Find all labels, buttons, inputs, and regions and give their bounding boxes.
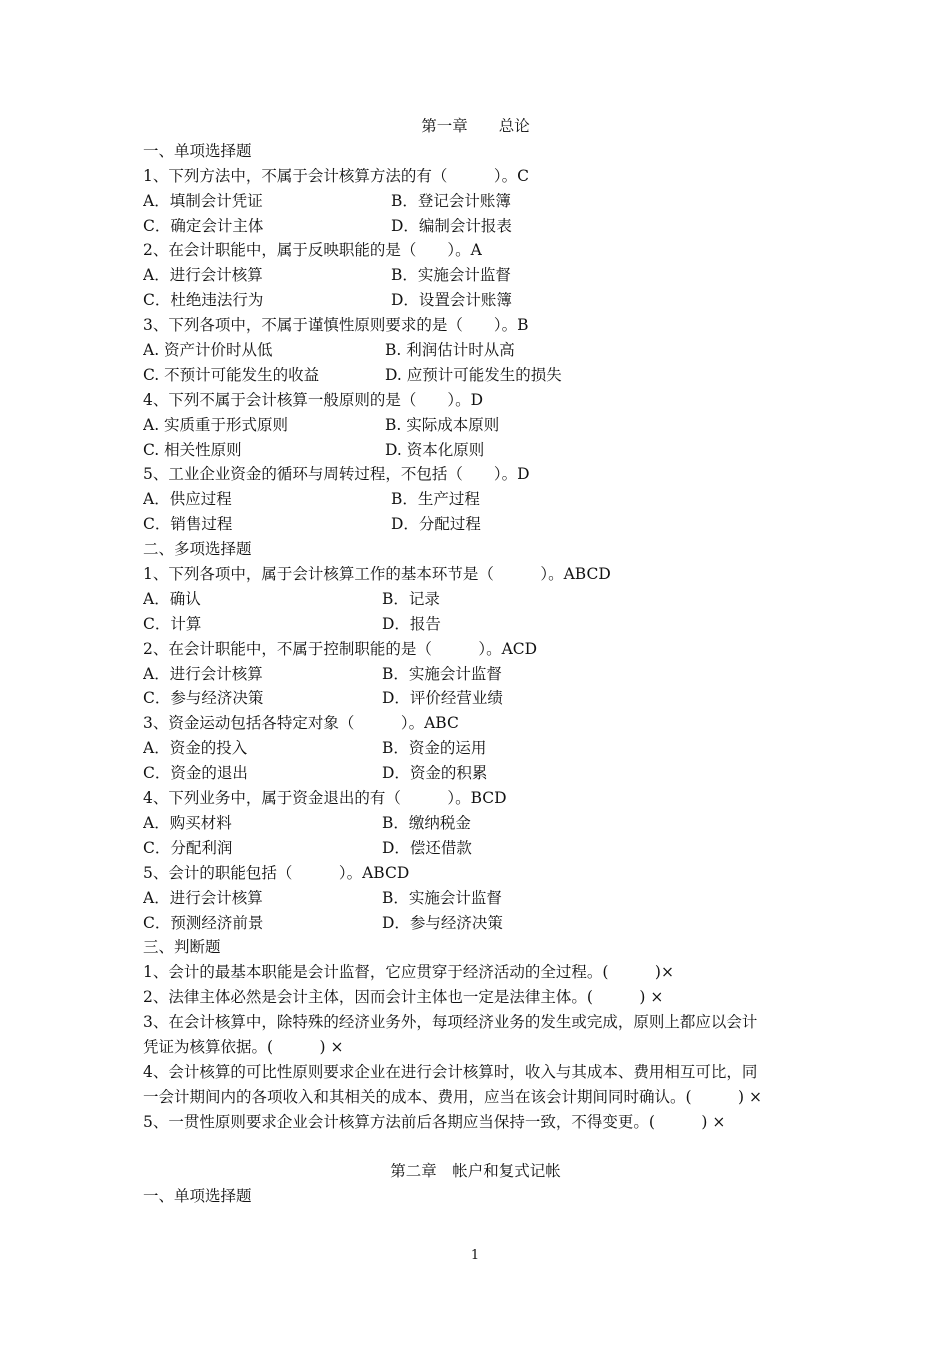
- option: C．分配利润: [143, 838, 233, 857]
- option: D. 应预计可能发生的损失: [385, 365, 562, 384]
- section-single-choice-heading: 一、单项选择题: [143, 141, 252, 160]
- question: 4、下列业务中，属于资金退出的有（ ）。BCD: [143, 789, 507, 808]
- options-row: [143, 886, 808, 911]
- question: 3、下列各项中，不属于谨慎性原则要求的是（ ）。B: [143, 316, 529, 335]
- options-row: [143, 512, 808, 537]
- statement: 3、在会计核算中，除特殊的经济业务外，每项经济业务的发生或完成，原则上都应以会计: [143, 1013, 758, 1032]
- spacer: [143, 1135, 808, 1160]
- option: A．购买材料: [143, 813, 232, 832]
- chapter-2-section-heading: 一、单项选择题: [143, 1187, 252, 1206]
- option: A．确认: [143, 589, 201, 608]
- options-row: [143, 761, 808, 786]
- options-row: [143, 413, 808, 438]
- option: A．填制会计凭证: [143, 191, 263, 210]
- options-row: [143, 189, 808, 214]
- question: 2、在会计职能中，不属于控制职能的是（ ）。ACD: [143, 639, 538, 658]
- option: D．分配过程: [391, 515, 481, 534]
- options-row: [143, 438, 808, 463]
- page-number: 1: [470, 1248, 480, 1263]
- option: B．资金的运用: [382, 739, 487, 758]
- option: C．杜绝违法行为: [143, 291, 264, 310]
- option: C. 不预计可能发生的收益: [143, 365, 320, 384]
- option: B．实施会计监督: [391, 266, 511, 285]
- question: 5、工业企业资金的循环与周转过程，不包括（ ）。D: [143, 465, 530, 484]
- options-row: [143, 487, 808, 512]
- statement: 4、会计核算的可比性原则要求企业在进行会计核算时，收入与其成本、费用相互可比，同: [143, 1062, 758, 1081]
- option: B．记录: [382, 589, 440, 608]
- question: 5、会计的职能包括（ ）。ABCD: [143, 863, 410, 882]
- options-row: [143, 811, 808, 836]
- option: C．销售过程: [143, 515, 233, 534]
- option: C．资金的退出: [143, 764, 248, 783]
- option: D．资金的积累: [382, 764, 488, 783]
- option: D. 资本化原则: [385, 440, 485, 459]
- option: A．进行会计核算: [143, 664, 263, 683]
- option: C．计算: [143, 614, 202, 633]
- option: B. 实际成本原则: [385, 415, 500, 434]
- statement-continued: 一会计期间内的各项收入和其相关的成本、费用，应当在该会计期间同时确认。( ) ×: [143, 1087, 763, 1106]
- options-row: [143, 214, 808, 239]
- options-row: [143, 662, 808, 687]
- statement: 1、会计的最基本职能是会计监督，它应贯穿于经济活动的全过程。( )×: [143, 963, 674, 982]
- options-row: [143, 911, 808, 936]
- option: A. 资产计价时从低: [143, 341, 273, 360]
- option: B．登记会计账簿: [391, 191, 511, 210]
- option: B. 利润估计时从高: [385, 341, 515, 360]
- options-row: [143, 587, 808, 612]
- chapter-2-title: 第二章 帐户和复式记帐: [390, 1162, 561, 1181]
- option: D．参与经济决策: [382, 913, 503, 932]
- page-content: [143, 114, 808, 1209]
- question: 3、资金运动包括各特定对象（ ）。ABC: [143, 714, 459, 733]
- options-row: [143, 836, 808, 861]
- option: B．实施会计监督: [382, 888, 502, 907]
- question: 2、在会计职能中，属于反映职能的是（ ）。A: [143, 241, 482, 260]
- options-row: [143, 686, 808, 711]
- option: A．进行会计核算: [143, 888, 263, 907]
- option: B．实施会计监督: [382, 664, 502, 683]
- option: D．偿还借款: [382, 838, 472, 857]
- option: A．进行会计核算: [143, 266, 263, 285]
- option: D．报告: [382, 614, 441, 633]
- statement: 5、一贯性原则要求企业会计核算方法前后各期应当保持一致，不得变更。( ) ×: [143, 1112, 726, 1131]
- option: C. 相关性原则: [143, 440, 242, 459]
- option: D．设置会计账簿: [391, 291, 512, 310]
- option: A. 实质重于形式原则: [143, 415, 289, 434]
- section-true-false-heading: 三、判断题: [143, 938, 221, 957]
- option: C．预测经济前景: [143, 913, 264, 932]
- section-multiple-choice-heading: 二、多项选择题: [143, 540, 252, 559]
- options-row: [143, 736, 808, 761]
- option: A．供应过程: [143, 490, 232, 509]
- statement: 2、法律主体必然是会计主体，因而会计主体也一定是法律主体。( ) ×: [143, 988, 664, 1007]
- question: 1、下列方法中，不属于会计核算方法的有（ ）。C: [143, 166, 529, 185]
- chapter-1-title: 第一章 总论: [421, 117, 530, 135]
- statement-continued: 凭证为核算依据。( ) ×: [143, 1037, 344, 1056]
- options-row: [143, 288, 808, 313]
- option: A．资金的投入: [143, 739, 248, 758]
- options-row: [143, 263, 808, 288]
- options-row: [143, 612, 808, 637]
- option: B．缴纳税金: [382, 813, 471, 832]
- option: B．生产过程: [391, 490, 480, 509]
- options-row: [143, 363, 808, 388]
- option: C．参与经济决策: [143, 689, 264, 708]
- question: 4、下列不属于会计核算一般原则的是（ ）。D: [143, 390, 484, 409]
- option: C．确定会计主体: [143, 216, 264, 235]
- options-row: [143, 338, 808, 363]
- option: D．评价经营业绩: [382, 689, 503, 708]
- question: 1、下列各项中，属于会计核算工作的基本环节是（ ）。ABCD: [143, 565, 611, 584]
- option: D．编制会计报表: [391, 216, 512, 235]
